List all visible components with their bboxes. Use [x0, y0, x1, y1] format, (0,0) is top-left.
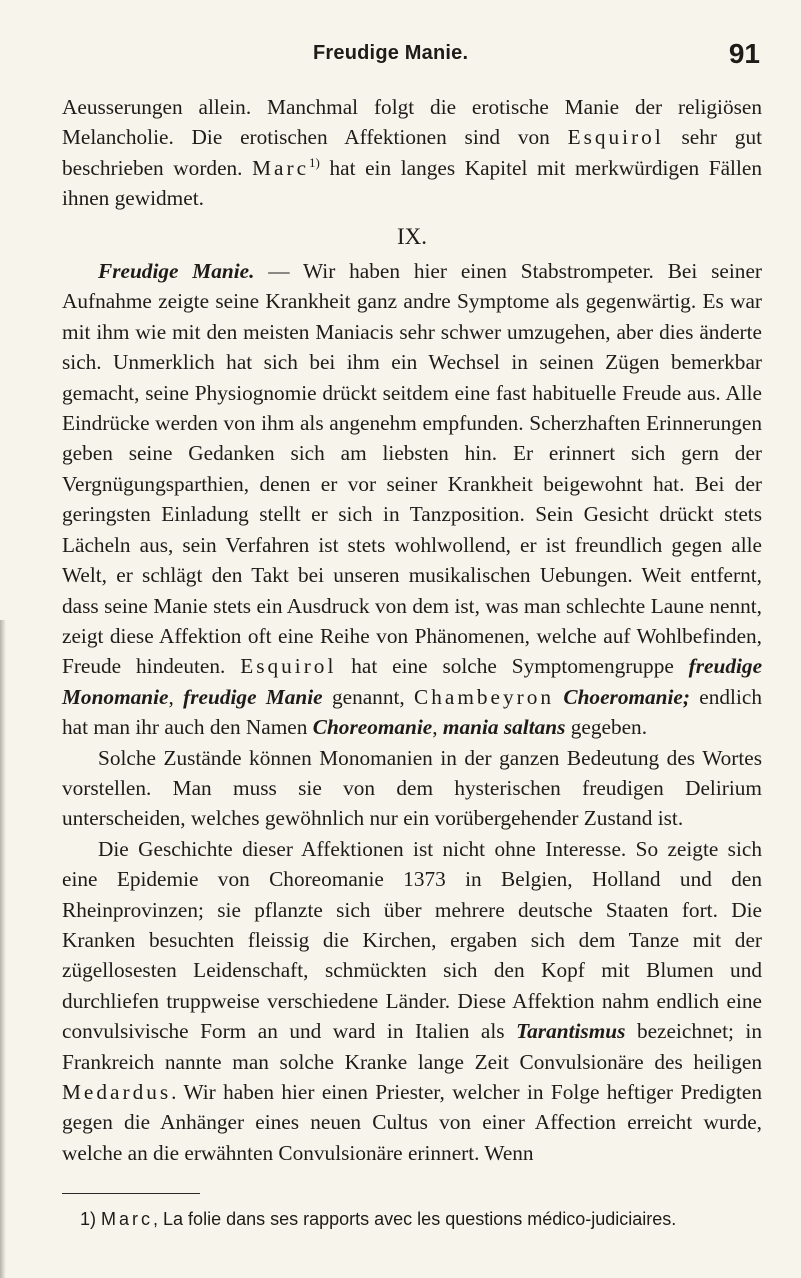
- page-edge-shadow: [0, 620, 6, 1278]
- author-name: Esquirol: [567, 125, 664, 150]
- term: mania saltans: [442, 715, 566, 740]
- term: freudige Monomanie: [62, 654, 763, 709]
- footnote: [80, 1207, 770, 1231]
- footnote-author: Marc: [101, 1209, 154, 1229]
- author-name: Esquirol: [240, 654, 337, 679]
- term: Choeromanie;: [563, 684, 690, 709]
- footnote-text: , La folie dans ses rapports avec les questions médico-judiciaires.: [153, 1209, 677, 1229]
- term: Tarantismus: [516, 1019, 626, 1044]
- running-head: [40, 38, 760, 78]
- term: freudige Manie: [183, 684, 323, 709]
- running-title: Freudige Manie.: [313, 42, 469, 64]
- footnote-rule: [62, 1193, 200, 1194]
- paragraph: Solche Zustände können Monomanien in der ganzen Bedeutung des Wortes vorstellen. Man muss sie von dem hysterischen freudigen Delirium unterscheiden, welches gewöhnlich nur ein vorübergehender Zustand ist.: [62, 745, 762, 831]
- paragraph: Die Geschichte dieser Affektionen ist nicht ohne Interesse. So zeigte sich eine Epidemie von Choreomanie 1373 in Belgien, Holland und den Rheinprovinzen; sie pflanzte sich über mehrere deutsche Staaten fort. Die Kranken besuchten fleissig die Kirchen, ergaben sich dem Tanze mit der zügellosesten Leidenschaft, schmückten sich den Kopf mit Blumen und durchliefen truppweise verschiedene Länder. Diese Affektion nahm endlich eine convulsivische Form an und ward in Italien als Tarantismus bezeichnet; in Frankreich nannte man solche Kranke lange Zeit Convulsionäre des heiligen Medardus. Wir haben hier einen Priester, welcher in Folge heftiger Predigten gegen die Anhänger eines neuen Cultus von einer Affection erreicht wurde, welche an die erwähnten Convulsionäre erinnert. Wenn: [62, 836, 762, 1165]
- body-text: [62, 92, 762, 1168]
- section-heading: Freudige Manie.: [98, 259, 255, 284]
- paragraph: Freudige Manie. — Wir haben hier einen Stabstrompeter. Bei seiner Aufnahme zeigte seine Krankheit ganz andre Symptome als gegenwärtig. Es war mit ihm wie mit den meisten Maniacis sehr schwer umzugehen, aber dies änderte sich. Unmerklich hat sich bei ihm ein Wechsel in seinen Zügen bemerkbar gemacht, seine Physiognomie drückt seitdem eine fast habituelle Freude aus. Alle Eindrücke werden von ihm als angenehm empfunden. Scherzhaften Erinnerungen geben seine Gedanken sich am liebsten hin. Er erinnert sich gern der Vergnügungsparthien, denen er vor seiner Krankheit beigewohnt hat. Bei der geringsten Einladung stellt er sich in Tanzposition. Sein Gesicht drückt stets Lächeln aus, sein Verfahren ist stets wohlwollend, er ist freundlich gegen alle Welt, er schlägt den Takt bei unseren musikalischen Uebungen. Weit entfernt, dass seine Manie stets ein Ausdruck von dem ist, was man schlechte Laune nennt, zeigt diese Affektion oft eine Reihe von Phänomenen, welche auf Wohlbefinden, Freude hindeuten. Esquirol hat eine solche Symptomengruppe freudige Monomanie, freudige Manie genannt, Chambeyron Choeromanie; endlich hat man ihr auch den Namen Choreomanie, mania saltans gegeben.: [62, 259, 763, 740]
- footnote-reference: 1): [309, 154, 320, 170]
- author-name: Chambeyron: [414, 684, 555, 709]
- page-number: 91: [728, 38, 760, 69]
- author-name: Medardus: [62, 1080, 172, 1104]
- section-number: IX.: [396, 223, 428, 249]
- term: Choreomanie: [312, 715, 433, 740]
- paragraph-continued: Aeusserungen allein. Manchmal folgt die erotische Manie der religiösen Melancholie. Die erotischen Affektionen sind von Esquirol sehr gut beschrieben worden. Marc$^{1)}$ hat ein langes Kapitel mit merkwürdigen Fällen ihnen gewidmet.: [62, 95, 763, 211]
- footnote-marker: 1): [80, 1209, 97, 1229]
- author-name: Marc: [252, 155, 310, 180]
